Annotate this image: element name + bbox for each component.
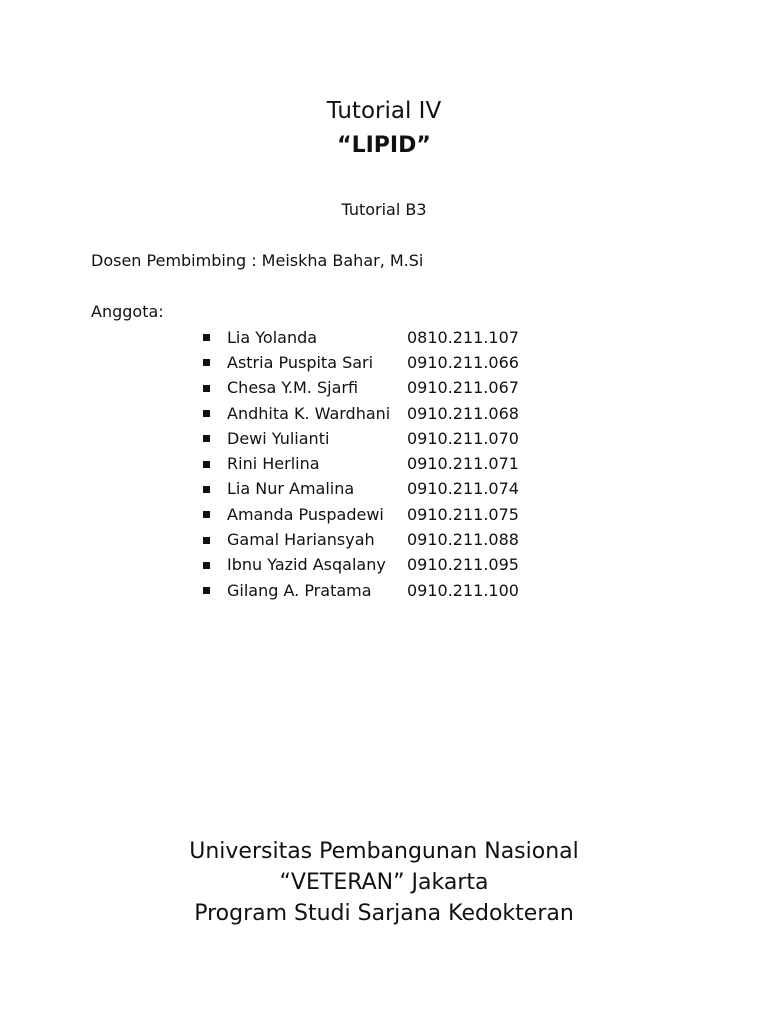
member-name: Rini Herlina bbox=[227, 454, 320, 474]
member-name: Amanda Puspadewi bbox=[227, 504, 384, 524]
member-id: 0910.211.070 bbox=[407, 428, 519, 448]
member-item bbox=[203, 477, 519, 502]
square-bullet-icon bbox=[203, 385, 210, 392]
member-id: 0910.211.068 bbox=[407, 403, 519, 423]
member-name: Lia Nur Amalina bbox=[227, 479, 355, 499]
member-id: 0910.211.066 bbox=[407, 352, 519, 372]
member-name: Ibnu Yazid Asqalany bbox=[227, 555, 386, 575]
tutorial-group: Tutorial B3 bbox=[341, 200, 427, 219]
members-label: Anggota: bbox=[91, 302, 164, 321]
member-item bbox=[203, 527, 519, 552]
member-id: 0910.211.088 bbox=[407, 530, 519, 550]
member-id: 0810.211.107 bbox=[407, 327, 519, 347]
square-bullet-icon bbox=[203, 334, 210, 341]
member-id: 0910.211.071 bbox=[407, 454, 519, 474]
member-name: Andhita K. Wardhani bbox=[227, 403, 391, 423]
square-bullet-icon bbox=[203, 537, 210, 544]
member-name: Gilang A. Pratama bbox=[227, 580, 372, 600]
member-name: Astria Puspita Sari bbox=[227, 352, 374, 372]
study-program: Program Studi Sarjana Kedokteran bbox=[194, 901, 574, 926]
member-item bbox=[203, 325, 519, 350]
square-bullet-icon bbox=[203, 359, 210, 366]
member-id: 0910.211.100 bbox=[407, 580, 519, 600]
member-name: Dewi Yulianti bbox=[227, 428, 330, 448]
member-item bbox=[203, 553, 519, 578]
square-bullet-icon bbox=[203, 410, 210, 417]
member-item bbox=[203, 376, 519, 401]
member-id: 0910.211.074 bbox=[407, 479, 519, 499]
members-list bbox=[203, 325, 519, 603]
university-name: Universitas Pembangunan Nasional bbox=[189, 839, 579, 864]
title-line-1: Tutorial IV bbox=[326, 98, 442, 124]
member-item bbox=[203, 401, 519, 426]
member-item bbox=[203, 350, 519, 375]
member-item bbox=[203, 451, 519, 476]
member-item bbox=[203, 578, 519, 603]
square-bullet-icon bbox=[203, 587, 210, 594]
square-bullet-icon bbox=[203, 562, 210, 569]
member-name: Chesa Y.M. Sjarfi bbox=[227, 378, 359, 398]
title-line-2: “LIPID” bbox=[337, 133, 431, 158]
square-bullet-icon bbox=[203, 435, 210, 442]
member-name: Gamal Hariansyah bbox=[227, 530, 375, 550]
square-bullet-icon bbox=[203, 461, 210, 468]
member-item bbox=[203, 502, 519, 527]
member-id: 0910.211.075 bbox=[407, 504, 519, 524]
square-bullet-icon bbox=[203, 486, 210, 493]
member-item bbox=[203, 426, 519, 451]
square-bullet-icon bbox=[203, 511, 210, 518]
supervisor-line: Dosen Pembimbing : Meiskha Bahar, M.Si bbox=[91, 251, 424, 270]
member-name: Lia Yolanda bbox=[227, 327, 318, 347]
member-id: 0910.211.067 bbox=[407, 378, 519, 398]
university-subname: “VETERAN” Jakarta bbox=[279, 870, 489, 895]
member-id: 0910.211.095 bbox=[407, 555, 519, 575]
